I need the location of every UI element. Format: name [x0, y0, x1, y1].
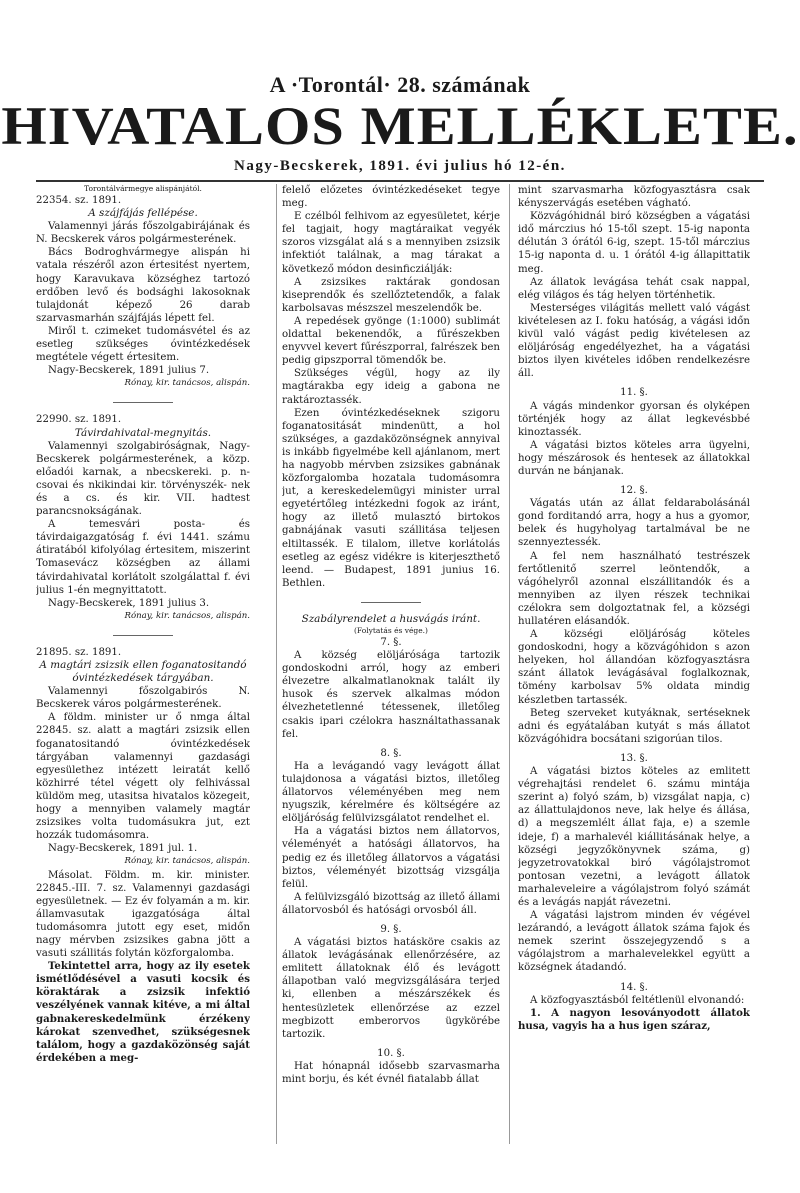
section-title: Szabályrendelet a husvágás iránt. — [301, 612, 481, 625]
paragraph: Hat hónapnál idősebb szarvasmarha mint borju, és két évnél fiatalabb állat — [282, 1060, 500, 1085]
authority-line: Torontálvármegye alispánjától. — [84, 184, 202, 193]
section-number: 11. §. — [620, 387, 648, 399]
date-line: Nagy-Becskerek, 1891 julius 7. — [48, 365, 210, 377]
paragraph: Ha a vágatási biztos nem állatorvos, véleményét a hatósági állatorvos, ha pedig ez és illetőleg állatorvos a vágatási biztos, véleményét bizottság vizsgálja felül. — [282, 826, 500, 890]
date-line: Nagy-Becskerek, 1891 julius 3. — [48, 597, 210, 609]
paragraph: A zsizsikes raktárak gondosan kiseprendők és szellőztetendők, a falak karbolsavas mészszel meszelendők be. — [282, 276, 500, 314]
paragraph: mint szarvasmarha közfogyasztásra csak kényszervágás esetében vágható. — [518, 185, 750, 210]
paragraph: A temesvári posta- és távirdaigazgatóság f. évi 1441. számu átiratából kifolyólag értesitem, miszerint Tomasevácz községben az állami távirdahivatal korlátolt szolgálattal f. évi julius 1-én megnyittatott. — [36, 519, 250, 596]
paragraph: Ha a levágandó vagy levágott állat tulajdonosa a vágatási biztos, illetőleg állatorvos véleményében meg nem nyugszik, kérelmére és költségére az elöljáróság felülvizsgálatot rendelhet el. — [282, 760, 500, 825]
notice-number: 22990. sz. 1891. — [36, 414, 122, 426]
paragraph: A községi elöljáróság köteles gondoskodni, hogy a közvágóhidon s azon helyeken, hol állandóan közfogyasztásra szánt állatok levágásával foglalkoznak, tömény karbolsav 5% oldata mindig készletben tartassék. — [518, 629, 750, 706]
paragraph: A község elöljárósága tartozik gondoskodni arról, hogy az emberi élvezetre alkalmatlanoknak talált ily husok és szervek alkalmas módon élvezhetetlenné tétessenek, illetőleg csakis ipari czélokra használtathassanak fel. — [282, 650, 500, 740]
paragraph: 1. A nagyon lesoványodott állatok husa, vagyis ha a hus igen száraz, — [518, 1006, 750, 1032]
paragraph: Mesterséges világitás mellett való vágást kivételesen az I. foku hatóság, a vágási időn kivül való vágást pedig kivételesen az elöljáróság engedélyezhet, ha a vágatási biztos ilyen kivételes időben rendelkezésre áll. — [518, 302, 750, 380]
section-number: 9. §. — [380, 923, 402, 935]
notice-title: A magtári zsizsik ellen foganatositandó óvintézkedések tárgyában. — [39, 659, 247, 685]
paragraph: Közvágóhidnál biró községben a vágatási idő márczius hó 15-től szept. 15-ig naponta délután 3 órától 6-ig, szept. 15-től márczius 15-ig naponta d. u. 1 órától 4-ig állapittatik meg. — [518, 211, 750, 275]
notice-title: A szájfájás fellépése. — [88, 207, 198, 220]
paragraph: E czélból felhivom az egyesületet, kérje fel tagjait, hogy magtáraikat vegyék szoros vizsgálat alá s a mennyiben zsizsik infektiót találnak, a mag tárakat a következő módon desinficziálják: — [282, 211, 500, 275]
paragraph: Vágatás után az állat feldarabolásánál gond forditandó arra, hogy a hus a gyomor, belek és hugyholyag tartalmával be ne szennyeztessék. — [518, 498, 750, 549]
paragraph: Miről t. czimeket tudomásvétel és az esetleg szükséges óvintézkedések megtétele végett értesitem. — [36, 325, 250, 364]
notice-number: 22354. sz. 1891. — [36, 195, 122, 206]
section-number: 10. §. — [377, 1047, 405, 1059]
separator — [361, 602, 421, 603]
paragraph: Valamennyi szolgabiróságnak, Nagy-Becskerek polgármesterének, a közp. előadói karnak, a nbecskereki. p. n- csovai és nkikindai kir. törvényszék- nek és a cs. és kir. VII. hadtest parancsnokságának. — [36, 440, 250, 518]
paragraph: A repedések gyönge (1:1000) sublimát oldattal bekenendők, a fűrészekben enyvvel kevert fűrészporral, falrészek ben pedig gipszporral tömendők be. — [282, 315, 500, 367]
paragraph: felelő előzetes óvintézkedéseket tegye meg. — [282, 185, 500, 210]
signature: Rónay, kir. tanácsos, alispán. — [124, 856, 250, 867]
masthead-title: HIVATALOS MELLÉKLETE. — [1, 96, 799, 156]
signature: Rónay, kir. tanácsos, alispán. — [124, 378, 250, 389]
paragraph: A vágatási biztos köteles arra ügyelni, hogy mészárosok és hentesek az állatokkal durván ne bánjanak. — [518, 439, 750, 477]
paragraph: Az állatok levágása tehát csak nappal, elég világos és tág helyen történhetik. — [518, 276, 750, 301]
header-rule — [36, 180, 764, 182]
column-1 — [36, 184, 250, 1144]
continuation-note: (Folytatás és vége.) — [354, 626, 428, 635]
paragraph: Valamennyi járás főszolgabirájának és N. Becskerek város polgármesterének. — [36, 221, 250, 246]
paragraph: Bács Bodroghvármegye alispán hi vatala részéről azon értesitést nyertem, hogy Karavukava községhez tartozó erdőben levő és bodsághi lakosoknak tulajdonát képező 26 darab szarvasmarhán szájfájás lépett fel. — [36, 247, 250, 324]
section-number: 12. §. — [620, 485, 648, 497]
paragraph: A földm. minister ur ő nmga által 22845. sz. alatt a magtári zsizsik ellen foganatositandó óvintézkedések tárgyában valamennyi gazdasági egyesülethez intézett leiratát kellő közhirré tétel végett oly felhivással küldöm meg, utasitsa hivatalos közegeit, hogy a mennyiben valamely magtár zsizsikes volta tudomásukra jut, ezt hozzák tudomásomra. — [36, 712, 250, 842]
notice-number: 21895. sz. 1891. — [36, 646, 122, 658]
signature: Rónay, kir. tanácsos, alispán. — [124, 610, 250, 621]
section-number: 14. §. — [620, 981, 648, 993]
separator — [113, 635, 173, 636]
paragraph: A vágatási biztos hatásköre csakis az állatok levágásának ellenőrzésére, az emlitett állatoknak élő és levágott állapotban való megvizsgálására terjed ki, ellenben a mészárszékek és hentesüzletek ellenőrzése az ezzel megbizott emberorvos ügykörébe tartozik. — [282, 937, 500, 1040]
paragraph: A felülvizsgáló bizottság az illető állami állatorvosból és hatósági orvosból áll. — [282, 891, 500, 916]
dateline: Nagy-Becskerek, 1891. évi julius hó 12-én. — [234, 158, 566, 174]
paragraph: Szükséges végül, hogy az ily magtárakba egy ideig a gabona ne raktároztassék. — [282, 368, 500, 406]
column-divider — [276, 184, 277, 1144]
column-2 — [282, 184, 500, 1144]
header-line1: A ·Torontál· 28. számának — [269, 72, 531, 97]
section-number: 13. §. — [620, 752, 648, 764]
paragraph: A vágatási biztos köteles az emlitett végrehajtási rendelet 6. számu mintája szerint a) folyó szám, b) vizsgálat napja, c) az állattulajdonos neve, lak helye és állása, d) a megszemlélt állat faja, e) a szemle ideje, f) a marhalevél kiállitásának helye, a községi jegyzőkönyvnek száma, g) jegyzetrovatokkal biró vágólajstromot pontosan vezetni, a levágott állatok marhaleveleire a vágólajstrom folyó számát és a levágás napját rávezetni. — [518, 766, 750, 908]
paragraph: Valamennyi főszolgabirós N. Becskerek város polgármesterének. — [36, 686, 250, 711]
paragraph: Tekintettel arra, hogy az ily esetek ismétlődésével a vasuti kocsik és köraktárak a zsizsik infektió veszélyének vannak kitéve, a mi által gabnakereskedelmünk érzékeny károkat szenvedhet, szükségesnek találom, hogy a gazdaközönség saját érdekében a meg- — [36, 960, 250, 1064]
paragraph: Beteg szerveket kutyáknak, sertéseknek adni és egyátalában kutyát s más állatot közvágóhidra bocsátani szigorúan tilos. — [518, 707, 750, 745]
column-divider — [509, 184, 510, 1144]
paragraph: A közfogyasztásból feltétlenül elvonandó: — [530, 994, 745, 1006]
paragraph: A vágás mindenkor gyorsan és olyképen történjék hogy az állat legkevésbbé kinoztassék. — [518, 400, 750, 438]
paragraph: A fel nem használható testrészek fertőtlenitő szerrel leöntendők, a vágóhelyről azonnal elszállitandók és a mennyiben az ilyen részek technikai czélokra sem dolgoztatnak fel, a községi hullatéren elásandók. — [518, 550, 750, 627]
notice-title: Távirdahivatal-megnyitás. — [74, 426, 212, 439]
date-line: Nagy-Becskerek, 1891 jul. 1. — [48, 843, 198, 855]
column-3 — [518, 184, 750, 1144]
paragraph: Ezen óvintézkedéseknek szigoru foganatositását mindenütt, a hol szükséges, a gazdaközönségnek annyival is inkább figyelmébe kell ajánlanom, mert ha nagyobb mérvben zsizsikes gabnának közforgalomba hozatala tudomásomra jut, a kereskedelemügyi minister urral egyetértőleg intézkedni fogok az iránt, hogy az illető mulasztó birtokos gabnájának vasuti szállitása teljesen eltiltassék. E tilalom, illetve korlátolás esetleg az egész vidékre is kiterjeszthető leend. — Budapest, 1891 junius 16. Bethlen. — [282, 407, 500, 589]
separator — [113, 402, 173, 403]
section-number: 8. §. — [380, 747, 402, 759]
paragraph: A vágatási lajstrom minden év végével lezárandó, a levágott állatok száma fajok és nemek szerint összejegyzendő s a vágólajstrom a marhalevelekkel együtt a községnek átadandó. — [518, 910, 750, 974]
section-number: 7. §. — [380, 637, 402, 648]
paragraph: Másolat. Földm. m. kir. minister. 22845.-III. 7. sz. Valamennyi gazdasági egyesületnek. — Ez év folyamán a m. kir. államvasutak igazgatósága által tudomásomra jutott egy eset, midőn nagy mérvben zsizsikes gabna jött a vasuti szállitás folytán közforgalomba. — [36, 869, 250, 960]
